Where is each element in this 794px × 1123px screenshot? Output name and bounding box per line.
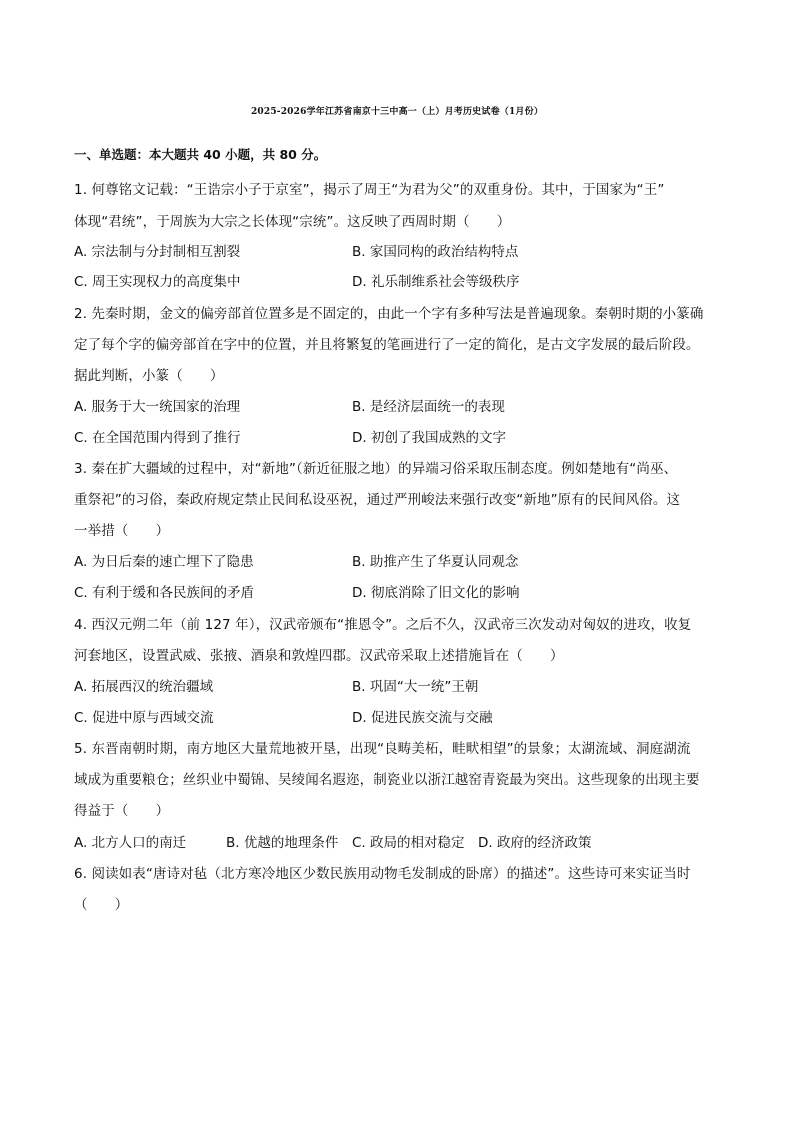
question-3-option-b: B. 助推产生了华夏认同观念 [352,554,519,570]
question-2-option-b: B. 是经济层面统一的表现 [352,399,505,415]
question-5-option-c: C. 政局的相对稳定 [352,835,465,851]
question-1-option-b: B. 家国同构的政治结构特点 [352,244,519,260]
question-1-option-c: C. 周王实现权力的高度集中 [74,274,241,290]
question-4-option-d: D. 促进民族交流与交融 [352,710,493,726]
question-2-option-a: A. 服务于大一统国家的治理 [74,399,241,415]
question-1-line-2: 体现“君统”，于周族为大宗之长体现“宗统”。这反映了西周时期（ ） [74,214,511,230]
question-5-line-1: 5. 东晋南朝时期，南方地区大量荒地被开垦，出现“良畴美柘，畦畎相望”的景象；太湖流域、洞庭湖流 [74,741,691,757]
page-title: 2025-2026学年江苏省南京十三中高一（上）月考历史试卷（1月份） [250,107,544,117]
question-4-line-1: 4. 西汉元朔二年（前 127 年），汉武帝颁布“推恩令”。之后不久，汉武帝三次发动对匈奴的进攻，收复 [74,617,692,633]
question-5-line-2: 域成为重要粮仓；丝织业中蜀锦、吴绫闻名遐迩，制瓷业以浙江越窑青瓷最为突出。这些现象的出现主要 [74,772,700,788]
question-1-option-a: A. 宗法制与分封制相互割裂 [74,244,241,260]
question-3-line-1: 3. 秦在扩大疆域的过程中，对“新地”（新近征服之地）的异端习俗采取压制态度。例如楚地有“尚巫、 [74,461,678,477]
question-4-option-b: B. 巩固“大一统”王朝 [352,679,479,695]
section-heading: 一、单选题：本大题共 40 小题，共 80 分。 [74,147,327,162]
question-6-line-2: （ ） [74,897,129,913]
question-3-line-3: 一举措（ ） [74,523,170,539]
question-5-option-d: D. 政府的经济政策 [478,835,592,851]
question-1-option-d: D. 礼乐制维系社会等级秩序 [352,274,520,290]
question-4-option-c: C. 促进中原与西域交流 [74,710,214,726]
question-4-line-2: 河套地区，设置武威、张掖、酒泉和敦煌四郡。汉武帝采取上述措施旨在（ ） [74,648,564,664]
question-4-option-a: A. 拓展西汉的统治疆域 [74,679,214,695]
question-2-line-3: 据此判断，小篆（ ） [74,368,224,384]
question-3-option-a: A. 为日后秦的速亡埋下了隐患 [74,554,254,570]
question-2-option-d: D. 初创了我国成熟的文字 [352,430,506,446]
question-2-line-1: 2. 先秦时期，金文的偏旁部首位置多是不固定的，由此一个字有多种写法是普遍现象。秦朝时期的小篆确 [74,306,704,322]
question-3-option-c: C. 有利于缓和各民族间的矛盾 [74,585,255,601]
question-2-line-2: 定了每个字的偏旁部首在字中的位置，并且将繁复的笔画进行了一定的简化，是古文字发展的最后阶段。 [74,337,700,353]
question-1-line-1: 1. 何尊铭文记载：“王诰宗小子于京室”，揭示了周王“为君为父”的双重身份。其中，于国家为“王” [74,182,665,198]
question-3-line-2: 重祭祀”的习俗，秦政府规定禁止民间私设巫祝，通过严刑峻法来强行改变“新地”原有的民间风俗。这 [74,492,681,508]
question-3-option-d: D. 彻底消除了旧文化的影响 [352,585,520,601]
question-2-option-c: C. 在全国范围内得到了推行 [74,430,241,446]
question-6-line-1: 6. 阅读如表“唐诗对毡（北方寒冷地区少数民族用动物毛发制成的卧席）的描述”。这些诗可来实证当时 [74,866,691,882]
question-5-option-a: A. 北方人口的南迁 [74,835,187,851]
question-5-line-3: 得益于（ ） [74,803,170,819]
question-5-option-b: B. 优越的地理条件 [226,835,339,851]
